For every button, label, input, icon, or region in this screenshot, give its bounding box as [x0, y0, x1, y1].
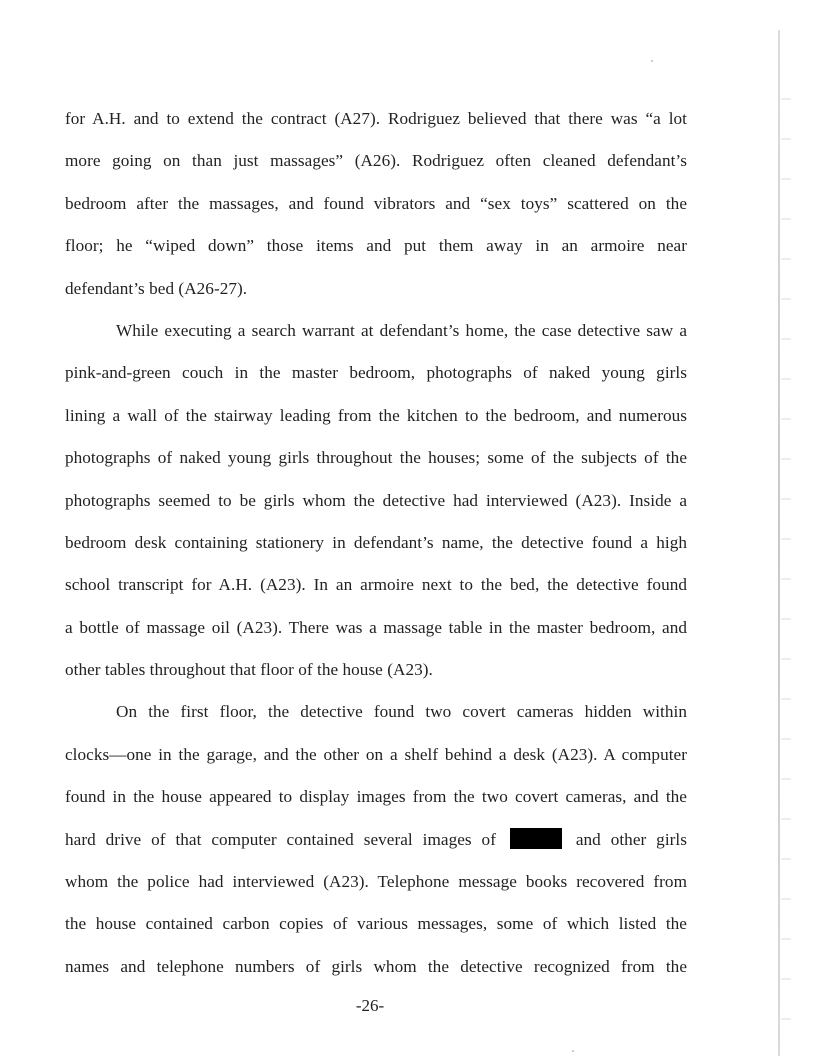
text-line: school transcript for A.H. (A23). In an armoire next to the bed, the detective found [65, 575, 687, 595]
text-line: other tables throughout that floor of the house (A23). [65, 660, 433, 680]
text-line: more going on than just massages” (A26). Rodriguez often cleaned defendant’s [65, 151, 687, 171]
redacted-text-line [65, 819, 687, 861]
scan-speck [651, 60, 653, 62]
text-line: pink-and-green couch in the master bedroom, photographs of naked young girls [65, 363, 687, 383]
text-line: defendant’s bed (A26-27). [65, 278, 248, 298]
text-line: found in the house appeared to display images from the two covert cameras, and the [65, 787, 687, 807]
text-line: floor; he “wiped down” those items and put them away in an armoire near [65, 236, 687, 256]
text-line: lining a wall of the stairway leading from the kitchen to the bedroom, and numerous [65, 405, 687, 425]
text-line: names and telephone numbers of girls whom the detective recognized from the [65, 956, 687, 976]
text-segment: and other girls [575, 829, 687, 849]
text-line: the house contained carbon copies of various messages, some of which listed the [65, 914, 687, 934]
scan-edge-shadow [778, 30, 780, 1056]
text-line: bedroom after the massages, and found vibrators and “sex toys” scattered on the [65, 193, 687, 213]
page-number: -26- [355, 996, 385, 1015]
body-text [65, 98, 687, 988]
text-line: whom the police had interviewed (A23). Telephone message books recovered from [65, 872, 687, 892]
text-line: for A.H. and to extend the contract (A27). Rodriguez believed that there was “a lot [65, 109, 687, 128]
text-segment: hard drive of that computer contained several images of [65, 829, 496, 849]
scan-edge-marks [781, 60, 791, 1050]
text-line: photographs of naked young girls throughout the houses; some of the subjects of the [65, 448, 687, 468]
text-line: a bottle of massage oil (A23). There was a massage table in the master bedroom, and [65, 617, 687, 637]
text-line: bedroom desk containing stationery in defendant’s name, the detective found a high [65, 532, 687, 552]
text-line: On the first floor, the detective found two covert cameras hidden within [116, 702, 687, 722]
redaction-block [510, 828, 562, 849]
scan-speck [572, 1050, 574, 1052]
text-line: clocks—one in the garage, and the other on a shelf behind a desk (A23). A computer [65, 744, 687, 764]
text-line: While executing a search warrant at defendant’s home, the case detective saw a [116, 320, 687, 340]
text-line: photographs seemed to be girls whom the detective had interviewed (A23). Inside a [65, 490, 687, 510]
